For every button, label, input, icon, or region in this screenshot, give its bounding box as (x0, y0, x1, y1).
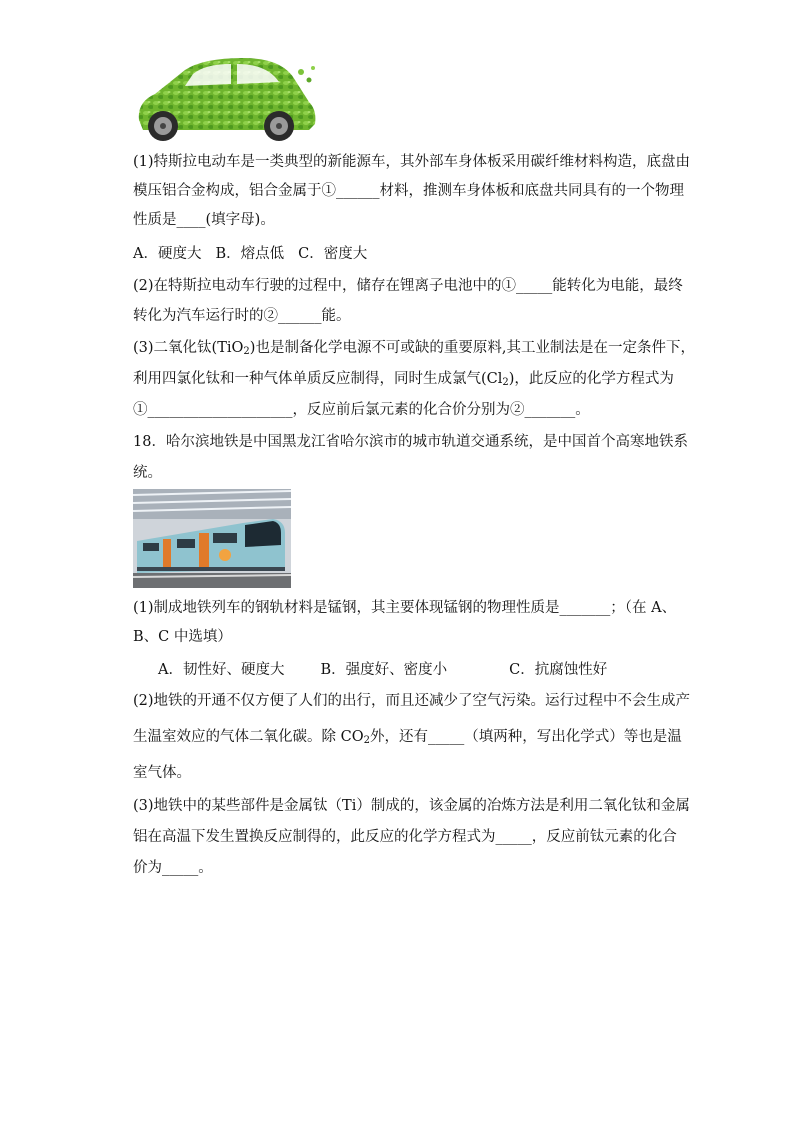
q17-part2-line1: (2)在特斯拉电动车行驶的过程中，储存在锂离子电池中的①_____能转化为电能，最终 (133, 278, 683, 294)
metro-train-image (133, 489, 291, 588)
q18-option-b: B．强度好、密度小 (320, 662, 448, 678)
q17-part3-text-d: )，此反应的化学方程式为 (508, 371, 674, 387)
q18-part2-text-a: 生温室效应的气体二氧化碳。除 CO (133, 729, 364, 745)
q17-part3-text-a: (3)二氧化钛(TiO (133, 340, 244, 356)
q18-option-c: C．抗腐蚀性好 (509, 662, 608, 678)
q17-part3-text-b: )也是制备化学电源不可或缺的重要原料,其工业制法是在一定条件下， (249, 340, 696, 356)
q17-options (133, 244, 367, 264)
q17-part3-line3: ①____________________，反应前后氯元素的化合价分别为②_______。 (133, 402, 590, 418)
q18-part3-line1: (3)地铁中的某些部件是金属钛（Ti）制成的，该金属的冶炼方法是利用二氧化钛和金属 (133, 798, 690, 814)
q18-option-a: A．韧性好、硬度大 (158, 662, 285, 678)
q17-part1-line3: 性质是____(填字母)。 (133, 212, 275, 228)
subscript: 2 (363, 735, 370, 746)
q18-options (158, 660, 607, 680)
green-leaf-car-image (133, 50, 323, 145)
subscript: 2 (502, 377, 509, 388)
q18-stem-line2: 统。 (133, 465, 162, 481)
q18-part2-text-b: 外，还有_____（填两种，写出化学式）等也是温 (369, 729, 682, 745)
q18-part3-line2: 铝在高温下发生置换反应制得的，此反应的化学方程式为_____，反应前钛元素的化合 (133, 829, 677, 845)
q18-stem-line1: 18．哈尔滨地铁是中国黑龙江省哈尔滨市的城市轨道交通系统，是中国首个高寒地铁系 (133, 434, 688, 450)
q18-part2-line3: 室气体。 (133, 765, 191, 781)
q17-option-b: B．熔点低 (215, 246, 285, 262)
q18-part2-line2 (133, 727, 682, 751)
q17-option-a: A．硬度大 (133, 246, 202, 262)
q18-part2-line1: (2)地铁的开通不仅方便了人们的出行，而且还减少了空气污染。运行过程中不会生成产 (133, 693, 691, 709)
q17-part3-line2 (133, 369, 674, 393)
q17-part1-line2: 模压铝合金构成，铝合金属于①______材料，推测车身体板和底盘共同具有的一个物理 (133, 183, 684, 199)
q17-part3-line1 (133, 338, 695, 362)
subscript: 2 (243, 346, 250, 357)
q18-part1-line1: (1)制成地铁列车的钢轨材料是锰钢，其主要体现锰钢的物理性质是_______；（在 A、 (133, 600, 677, 616)
q17-part2-line2: 转化为汽车运行时的②______能。 (133, 308, 351, 324)
q17-part1-line1: (1)特斯拉电动车是一类典型的新能源车，其外部车身体板采用碳纤维材料构造，底盘由 (133, 154, 691, 170)
q17-part3-text-c: 利用四氯化钛和一种气体单质反应制得，同时生成氯气(Cl (133, 371, 503, 387)
q18-part1-line2: B、C 中选填） (133, 629, 232, 645)
q17-option-c: C．密度大 (298, 246, 368, 262)
q18-part3-line3: 价为_____。 (133, 860, 213, 876)
